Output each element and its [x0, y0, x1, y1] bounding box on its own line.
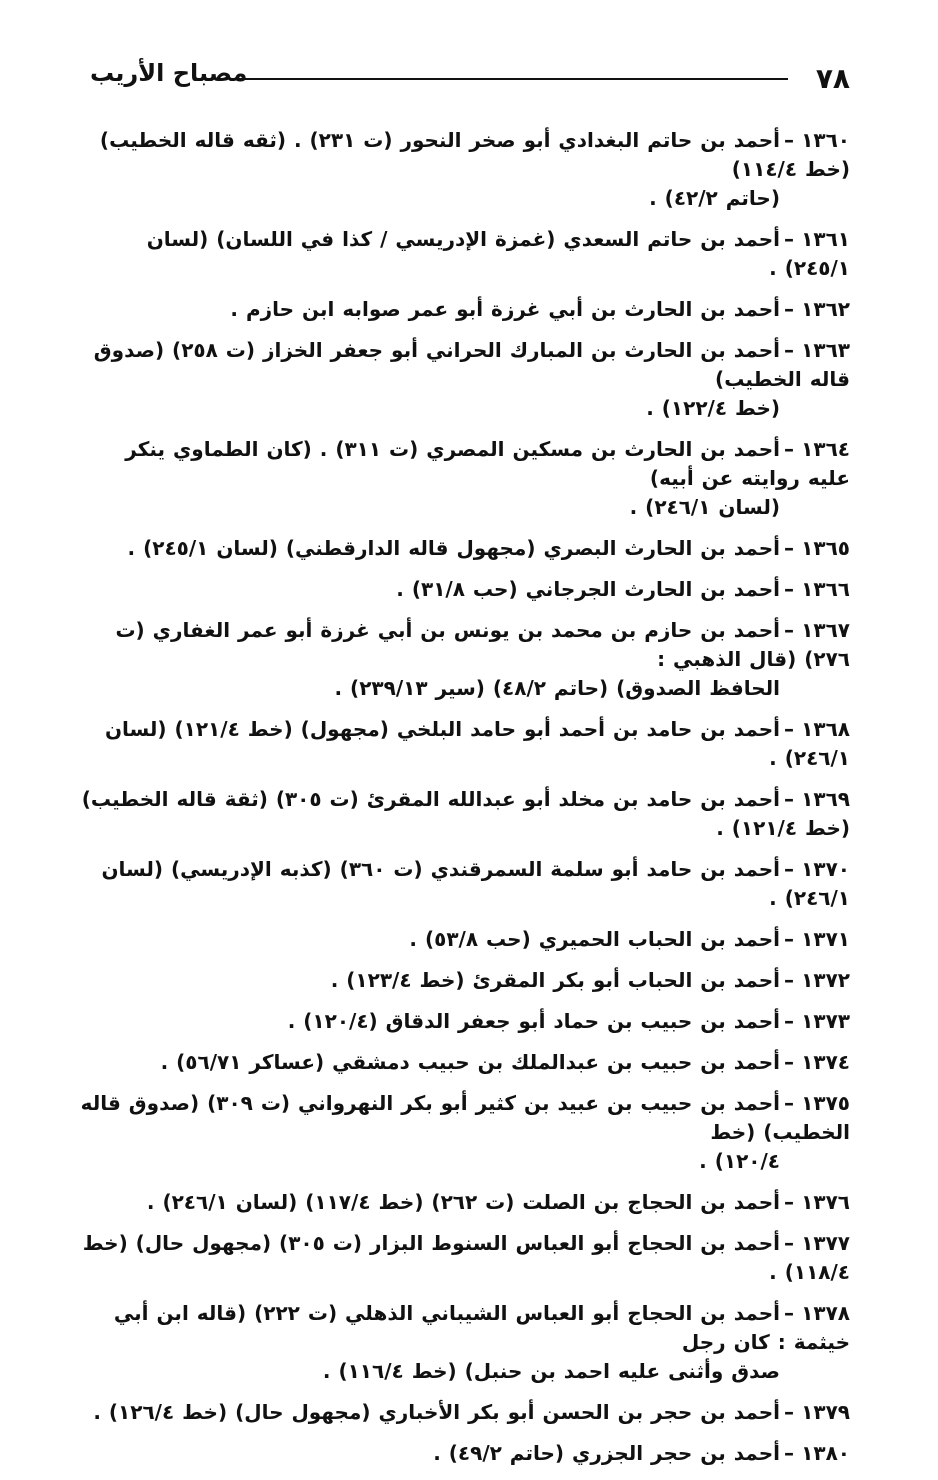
entry-text: أحمد بن حاتم البغدادي أبو صخر النحور (ت ٢٣١) . (ثقه قاله الخطيب) (خط ١١٤/٤)	[99, 128, 850, 181]
entry-dash: –	[784, 338, 794, 362]
entry-text: أحمد بن حبيب بن عبيد بن كثير أبو بكر النهرواني (ت ٣٠٩) (صدوق قاله الخطيب) (خط	[80, 1091, 850, 1144]
entry-dash: –	[784, 1009, 794, 1033]
entry-item	[80, 534, 850, 563]
entry-text: أحمد بن الحارث الجرجاني (حب ٣١/٨) .	[396, 577, 780, 601]
entry-dash: –	[784, 1400, 794, 1424]
entry-text: أحمد بن الحجاج بن الصلت (ت ٢٦٢) (خط ١١٧/٤) (لسان ٢٤٦/١) .	[146, 1190, 780, 1214]
entry-dash: –	[784, 1190, 794, 1214]
entry-dash: –	[784, 927, 794, 951]
entry-number: ١٣٦٠	[801, 128, 850, 152]
entry-number: ١٣٧٢	[801, 968, 850, 992]
entry-item	[80, 1398, 850, 1427]
entry-number: ١٣٦٦	[801, 577, 850, 601]
entry-text: أحمد بن الحباب أبو بكر المقرئ (خط ١٢٣/٤) .	[330, 968, 780, 992]
entry-number: ١٣٦٢	[801, 297, 850, 321]
entry-item	[80, 225, 850, 283]
entry-text: أحمد بن حجر بن الحسن أبو بكر الأخباري (مجهول حال) (خط ١٢٦/٤) .	[93, 1400, 780, 1424]
entry-text: أحمد بن الحجاج أبو العباس الشيباني الذهلي (ت ٢٢٢) (قاله ابن أبي خيثمة : كان رجل	[113, 1301, 850, 1354]
entry-continuation: الحافظ الصدوق) (حاتم ٤٨/٢) (سير ٢٣٩/١٣) .	[334, 676, 780, 700]
entry-dash: –	[784, 1231, 794, 1255]
entry-dash: –	[784, 717, 794, 741]
entry-dash: –	[784, 577, 794, 601]
entry-text: أحمد بن حامد بن مخلد أبو عبدالله المقرئ (ت ٣٠٥) (ثقة قاله الخطيب) (خط ١٢١/٤) .	[81, 787, 850, 840]
entry-item	[80, 966, 850, 995]
entry-dash: –	[784, 1091, 794, 1115]
entry-item	[80, 435, 850, 522]
entry-dash: –	[784, 437, 794, 461]
entry-text: أحمد بن حجر الجزري (حاتم ٤٩/٢) .	[433, 1441, 780, 1465]
entry-continuation: (لسان ٢٤٦/١) .	[629, 495, 780, 519]
entry-item	[80, 575, 850, 604]
entry-number: ١٣٨٠	[801, 1441, 850, 1465]
entry-item	[80, 1299, 850, 1386]
entry-item	[80, 1188, 850, 1217]
entry-number: ١٣٧١	[801, 927, 850, 951]
entry-text: أحمد بن الحارث بن أبي غرزة أبو عمر صوابه ابن حازم .	[230, 297, 780, 321]
entry-text: أحمد بن حامد بن أحمد أبو حامد البلخي (مجهول) (خط ١٢١/٤) (لسان ٢٤٦/١) .	[104, 717, 850, 770]
entry-item	[80, 1229, 850, 1287]
entry-item	[80, 1048, 850, 1077]
entry-number: ١٣٧٧	[801, 1231, 850, 1255]
entry-item	[80, 1439, 850, 1468]
entry-text: أحمد بن الحباب الحميري (حب ٥٣/٨) .	[409, 927, 780, 951]
entry-dash: –	[784, 857, 794, 881]
entry-continuation: (خط ١٢٢/٤) .	[646, 396, 780, 420]
entry-number: ١٣٦١	[801, 227, 850, 251]
entry-item	[80, 925, 850, 954]
entry-item	[80, 785, 850, 843]
entries-list	[80, 126, 850, 1480]
entry-text: أحمد بن الحجاج أبو العباس السنوط البزار (ت ٣٠٥) (مجهول حال) (خط ١١٨/٤) .	[82, 1231, 850, 1284]
entry-continuation: صدق وأثنى عليه احمد بن حنبل) (خط ١١٦/٤) .	[322, 1359, 780, 1383]
entry-number: ١٣٧٣	[801, 1009, 850, 1033]
header-rule	[235, 78, 788, 80]
entry-item	[80, 855, 850, 913]
entry-text: أحمد بن الحارث البصري (مجهول قاله الدارقطني) (لسان ٢٤٥/١) .	[127, 536, 780, 560]
entry-dash: –	[784, 128, 794, 152]
entry-item	[80, 336, 850, 423]
entry-number: ١٣٦٣	[801, 338, 850, 362]
entry-dash: –	[784, 536, 794, 560]
entry-number: ١٣٦٤	[801, 437, 850, 461]
entry-item	[80, 126, 850, 213]
page-header	[90, 52, 850, 102]
entry-dash: –	[784, 618, 794, 642]
entry-continuation: ١٢٠/٤) .	[699, 1149, 780, 1173]
entry-text: أحمد بن حاتم السعدي (غمزة الإدريسي / كذا في اللسان) (لسان ٢٤٥/١) .	[146, 227, 850, 280]
entry-dash: –	[784, 1050, 794, 1074]
entry-continuation: (حاتم ٤٢/٢) .	[649, 186, 780, 210]
entry-dash: –	[784, 297, 794, 321]
entry-number: ١٣٧٨	[801, 1301, 850, 1325]
entry-text: أحمد بن الحارث بن المبارك الحراني أبو جعفر الخزاز (ت ٢٥٨) (صدوق قاله الخطيب)	[93, 338, 850, 391]
entry-item	[80, 1089, 850, 1176]
entry-number: ١٣٧٦	[801, 1190, 850, 1214]
page-number: ٧٨	[815, 62, 850, 95]
entry-number: ١٣٧٤	[801, 1050, 850, 1074]
entry-number: ١٣٦٨	[801, 717, 850, 741]
entry-number: ١٣٧٩	[801, 1400, 850, 1424]
entry-text: أحمد بن حامد أبو سلمة السمرقندي (ت ٣٦٠) (كذبه الإدريسي) (لسان ٢٤٦/١) .	[101, 857, 850, 910]
entry-text: أحمد بن حازم بن محمد بن يونس بن أبي غرزة أبو عمر الغفاري (ت ٢٧٦) (قال الذهبي :	[115, 618, 850, 671]
entry-item	[80, 616, 850, 703]
entry-number: ١٣٦٧	[801, 618, 850, 642]
entry-number: ١٣٦٥	[801, 536, 850, 560]
book-title: مصباح الأريب	[90, 59, 248, 87]
entry-item	[80, 295, 850, 324]
entry-dash: –	[784, 227, 794, 251]
entry-dash: –	[784, 787, 794, 811]
entry-number: ١٣٦٩	[801, 787, 850, 811]
entry-dash: –	[784, 1441, 794, 1465]
entry-item	[80, 715, 850, 773]
entry-text: أحمد بن حبيب بن حماد أبو جعفر الدقاق (١٢٠/٤) .	[287, 1009, 780, 1033]
entry-text: أحمد بن حبيب بن عبدالملك بن حبيب دمشقي (عساكر ٥٦/٧١) .	[160, 1050, 780, 1074]
entry-item	[80, 1007, 850, 1036]
entry-number: ١٣٧٠	[801, 857, 850, 881]
entry-dash: –	[784, 1301, 794, 1325]
entry-dash: –	[784, 968, 794, 992]
entry-number: ١٣٧٥	[801, 1091, 850, 1115]
entry-text: أحمد بن الحارث بن مسكين المصري (ت ٣١١) . (كان الطماوي ينكر عليه روايته عن أبيه)	[125, 437, 850, 490]
